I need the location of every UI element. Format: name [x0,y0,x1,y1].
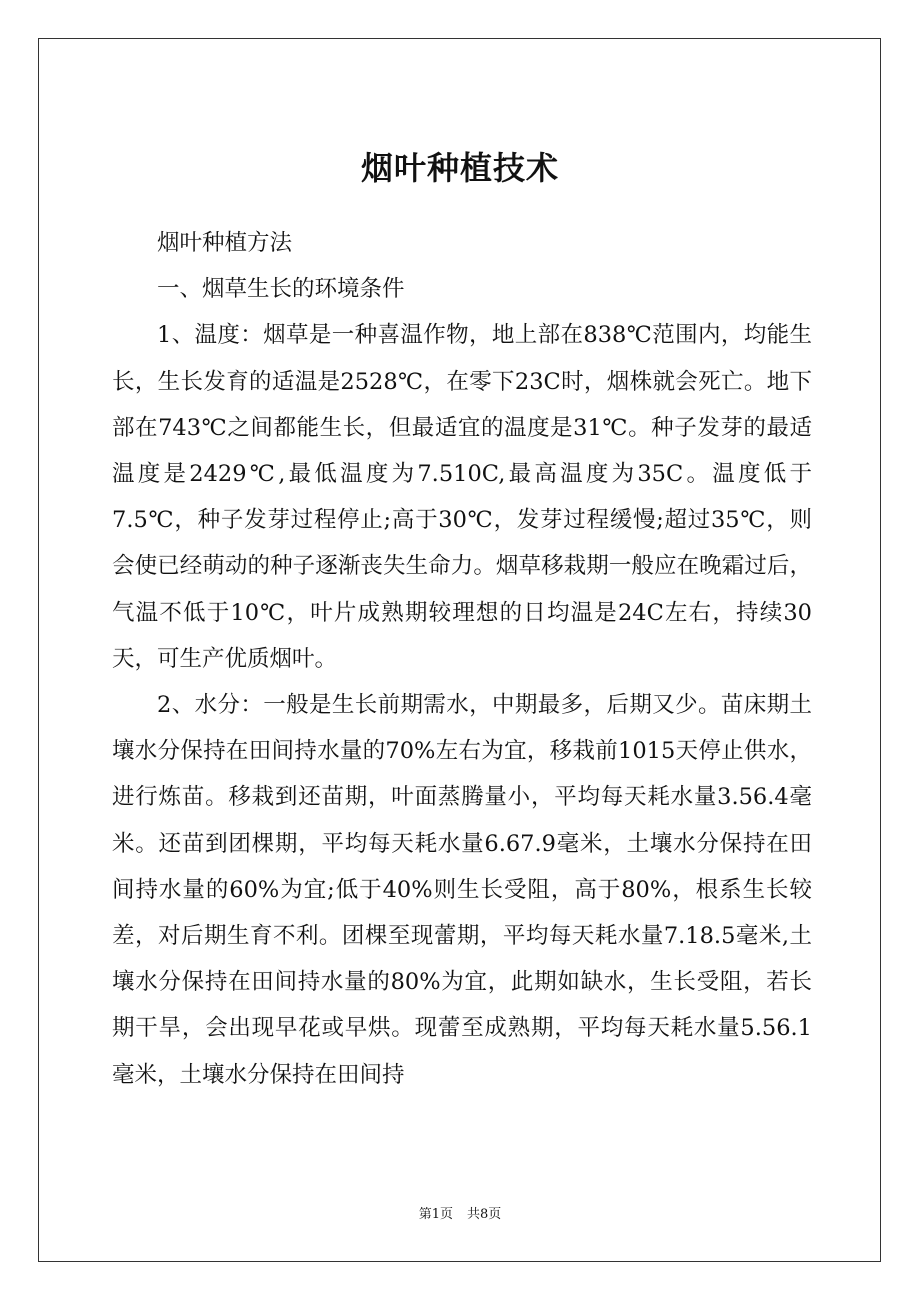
document-body [112,220,812,1098]
page-total: 共8页 [467,1207,502,1222]
paragraph-moisture: 2、水分：一般是生长前期需水，中期最多，后期又少。苗床期土壤水分保持在田间持水量的70%左右为宜，移栽前1015天停止供水，进行炼苗。移栽到还苗期，叶面蒸腾量小，平均每天耗水量3.56.4毫米。还苗到团棵期，平均每天耗水量6.67.9毫米，土壤水分保持在田间持水量的60%为宜;低于40%则生长受阻，高于80%，根系生长较差，对后期生育不利。团棵至现蕾期，平均每天耗水量7.18.5毫米,土壤水分保持在田间持水量的80%为宜，此期如缺水，生长受阻，若长期干旱，会出现早花或早烘。现蕾至成熟期，平均每天耗水量5.56.1毫米，土壤水分保持在田间持 [112,692,812,1088]
subsection-heading: 一、烟草生长的环境条件 [157,276,405,303]
section-heading: 烟叶种植方法 [157,230,293,256]
page-number: 第1页 [418,1207,453,1222]
document-title: 烟叶种植技术 [360,149,559,187]
paragraph-temperature: 1、温度：烟草是一种喜温作物，地上部在838℃范围内，均能生长，生长发育的适温是2528℃，在零下23C时，烟株就会死亡。地下部在743℃之间都能生长，但最适宜的温度是31℃。种子发芽的最适温度是2429℃,最低温度为7.510C,最高温度为35C。温度低于7.5℃，种子发芽过程停止;高于30℃，发芽过程缓慢;超过35℃，则会使已经萌动的种子逐渐丧失生命力。烟草移栽期一般应在晚霜过后，气温不低于10℃，叶片成熟期较理想的日均温是24C左右，持续30天，可生产优质烟叶。 [112,322,812,672]
page-footer [0,1205,920,1225]
